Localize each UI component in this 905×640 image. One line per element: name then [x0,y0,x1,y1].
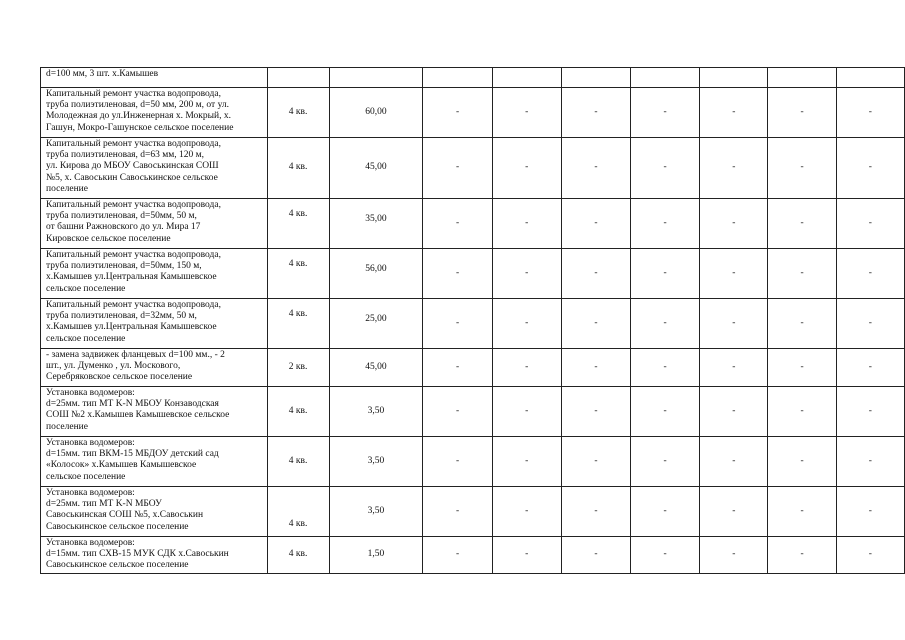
year-cell: - [768,487,836,537]
period-cell: 4 кв. [267,249,329,299]
year-cell: - [768,537,836,574]
amount-cell: 1,50 [329,537,423,574]
year-cell: - [768,199,836,249]
year-cell: - [631,487,700,537]
year-cell: - [492,537,561,574]
year-cell: - [700,88,768,138]
year-cell: - [492,88,561,138]
year-cell: - [631,437,700,487]
table-row [41,88,905,138]
year-cell: - [768,249,836,299]
table-row [41,199,905,249]
year-cell: - [631,299,700,349]
year-cell: - [700,537,768,574]
year-cell: - [836,138,904,199]
period-cell: 4 кв. [267,387,329,437]
amount-cell: 25,00 [329,299,423,349]
period-cell: 4 кв. [267,487,329,537]
year-cell: - [700,437,768,487]
year-cell: - [768,437,836,487]
year-cell: - [492,299,561,349]
period-cell: 4 кв. [267,437,329,487]
work-description: Установка водомеров: d=15мм. тип СХВ-15 МУК СДК х.Савоськин Савоськинское сельское поселение [41,537,268,574]
year-cell: - [700,249,768,299]
year-cell: - [492,349,561,387]
year-cell: - [423,138,492,199]
year-cell: - [700,199,768,249]
year-cell: - [836,387,904,437]
year-cell: - [631,199,700,249]
year-cell: - [492,138,561,199]
year-cell: - [700,138,768,199]
year-cell: - [423,537,492,574]
year-cell: - [768,387,836,437]
work-description: Капитальный ремонт участка водопровода, труба полиэтиленовая, d=50мм, 150 м, х.Камышев ул.Центральная Камышевское сельское поселение [41,249,268,299]
year-cell: - [423,437,492,487]
year-cell: - [631,349,700,387]
works-table [40,67,905,574]
year-cell: - [492,487,561,537]
year-cell: - [561,199,630,249]
table-row [41,138,905,199]
year-cell: - [836,299,904,349]
year-cell: - [836,487,904,537]
amount-cell: 3,50 [329,487,423,537]
year-cell: - [836,199,904,249]
year-cell: - [631,88,700,138]
period-cell: 4 кв. [267,199,329,249]
year-cell: - [700,349,768,387]
period-cell: 2 кв. [267,349,329,387]
year-cell: - [492,249,561,299]
year-cell: - [423,199,492,249]
work-description: d=100 мм, 3 шт. х.Камышев [41,68,268,88]
year-cell: - [561,299,630,349]
year-cell: - [492,199,561,249]
table-row [41,387,905,437]
work-description: Капитальный ремонт участка водопровода, труба полиэтиленовая, d=63 мм, 120 м, ул. Кирова до МБОУ Савоськинская СОШ №5, х. Савоськин Савоськинское сельское поселение [41,138,268,199]
amount-cell: 3,50 [329,437,423,487]
year-cell: - [836,88,904,138]
amount-cell: 45,00 [329,349,423,387]
table-row [41,349,905,387]
year-cell: - [768,138,836,199]
year-cell: - [561,349,630,387]
work-description: Капитальный ремонт участка водопровода, труба полиэтиленовая, d=50мм, 50 м, от башни Ражновского до ул. Мира 17 Кировское сельское поселение [41,199,268,249]
year-cell: - [423,349,492,387]
work-description: Установка водомеров: d=15мм. тип ВКМ-15 МБДОУ детский сад «Колосок» х.Камышев Камышевское сельское поселение [41,437,268,487]
table-row [41,487,905,537]
year-cell [631,68,700,88]
amount-cell [329,68,423,88]
year-cell: - [631,537,700,574]
table-row [41,68,905,88]
period-cell: 4 кв. [267,537,329,574]
year-cell: - [492,437,561,487]
year-cell: - [700,487,768,537]
year-cell: - [423,249,492,299]
year-cell: - [836,249,904,299]
year-cell: - [631,249,700,299]
work-description: Установка водомеров: d=25мм. тип МТ K-N МБОУ Савоськинская СОШ №5, х.Савоськин Савоськинское сельское поселение [41,487,268,537]
year-cell: - [768,349,836,387]
year-cell: - [768,88,836,138]
year-cell: - [700,299,768,349]
table-row [41,437,905,487]
year-cell: - [836,537,904,574]
year-cell: - [700,387,768,437]
year-cell [836,68,904,88]
year-cell: - [423,387,492,437]
work-description: Капитальный ремонт участка водопровода, труба полиэтиленовая, d=32мм, 50 м, х.Камышев ул.Центральная Камышевское сельское поселение [41,299,268,349]
year-cell [700,68,768,88]
work-description: - замена задвижек фланцевых d=100 мм., - 2 шт., ул. Думенко , ул. Москового, Серебряковское сельское поселение [41,349,268,387]
period-cell: 4 кв. [267,88,329,138]
year-cell [492,68,561,88]
year-cell: - [561,249,630,299]
period-cell: 4 кв. [267,138,329,199]
year-cell [423,68,492,88]
amount-cell: 3,50 [329,387,423,437]
table-row [41,299,905,349]
year-cell: - [423,299,492,349]
year-cell: - [561,437,630,487]
year-cell: - [836,437,904,487]
year-cell: - [561,387,630,437]
period-cell [267,68,329,88]
year-cell [561,68,630,88]
year-cell: - [561,88,630,138]
amount-cell: 56,00 [329,249,423,299]
work-description: Установка водомеров: d=25мм. тип МТ K-N МБОУ Конзаводская СОШ №2 х.Камышев Камышевское сельское поселение [41,387,268,437]
year-cell: - [561,138,630,199]
year-cell: - [768,299,836,349]
year-cell: - [631,387,700,437]
year-cell: - [423,88,492,138]
amount-cell: 35,00 [329,199,423,249]
table-row [41,537,905,574]
year-cell: - [561,537,630,574]
year-cell: - [836,349,904,387]
work-description: Капитальный ремонт участка водопровода, труба полиэтиленовая, d=50 мм, 200 м, от ул. Молодежная до ул.Инженерная х. Мокрый, х. Гашун, Мокро-Гашунское сельское поселение [41,88,268,138]
period-cell: 4 кв. [267,299,329,349]
year-cell: - [492,387,561,437]
amount-cell: 45,00 [329,138,423,199]
year-cell: - [561,487,630,537]
year-cell: - [423,487,492,537]
year-cell [768,68,836,88]
amount-cell: 60,00 [329,88,423,138]
table-row [41,249,905,299]
year-cell: - [631,138,700,199]
